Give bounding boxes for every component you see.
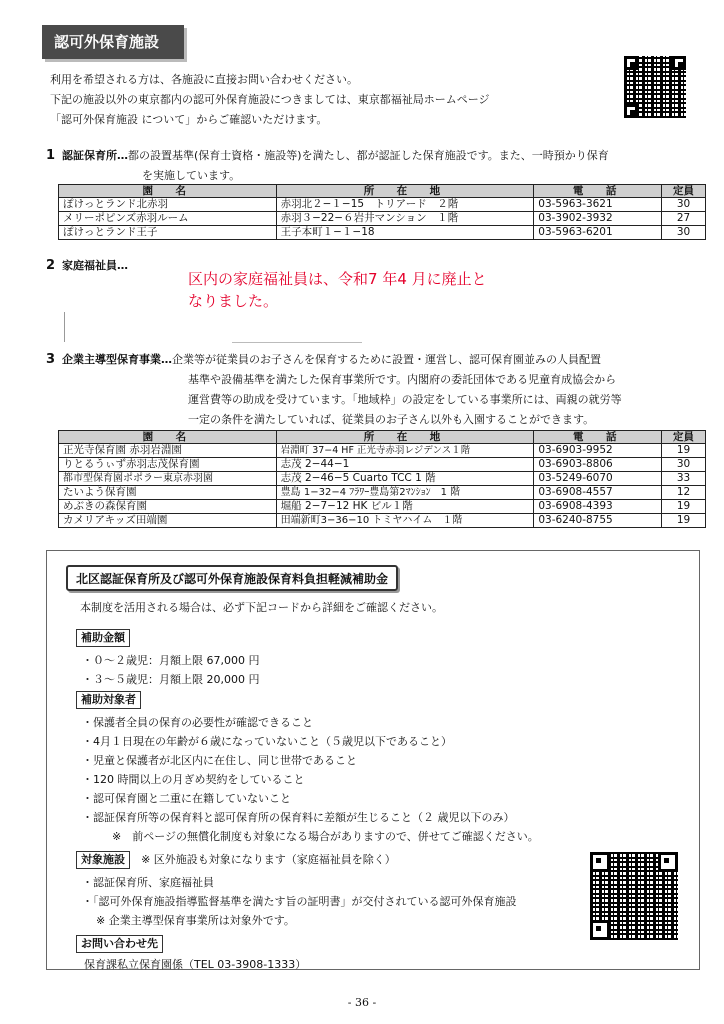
table-row (59, 514, 706, 528)
cell-phone: 03-5249-6070 (534, 472, 662, 486)
target-note: ※ 前ページの無償化制度も対象になる場合がありますので、併せてご確認ください。 (112, 830, 539, 843)
cell-capacity: 19 (662, 444, 706, 458)
target-tag: 補助対象者 (76, 691, 141, 709)
page-number: - 36 - (347, 996, 377, 1009)
section-number: 1 (46, 148, 56, 163)
col-address: 所 在 地 (276, 185, 534, 198)
cell-phone: 03-6908-4393 (534, 500, 662, 514)
section-title: 認証保育所… (62, 149, 128, 162)
cell-phone: 03-6903-8806 (534, 458, 662, 472)
cell-address: 岩淵町 37−4 HF 正光寺赤羽レジデンス１階 (276, 444, 534, 458)
cell-name: ぽけっとランド王子 (59, 226, 277, 240)
cell-address: 赤羽北２−１−15 トリアード ２階 (276, 198, 534, 212)
cell-name: めぶきの森保育園 (59, 500, 277, 514)
cell-name: りとるうぃず赤羽志茂保育園 (59, 458, 277, 472)
table-header-row (59, 431, 706, 444)
cell-name: 正光寺保育園 赤羽岩淵園 (59, 444, 277, 458)
table-row (59, 212, 706, 226)
table-row (59, 226, 706, 240)
table-row (59, 458, 706, 472)
cell-address: 志茂 2−46−5 Cuarto TCC 1 階 (276, 472, 534, 486)
facility-note: ※ 企業主導型保育事業所は対象外です。 (96, 914, 295, 927)
section-desc: 都の設置基準(保育士資格・施設等)を満たし、都が認証した保育施設です。また、一時預かり保育 (128, 149, 609, 162)
col-capacity: 定員 (662, 431, 706, 444)
corporate-nursery-table (58, 430, 706, 528)
cell-address: 王子本町１−１−18 (276, 226, 534, 240)
section-desc: 一定の条件を満たしていれば、従業員のお子さん以外も入園することができます。 (188, 413, 595, 426)
col-capacity: 定員 (662, 185, 706, 198)
cell-name: カメリアキッズ田端園 (59, 514, 277, 528)
section-3 (46, 350, 710, 430)
col-phone: 電 話 (534, 431, 662, 444)
target-line: ・保護者全員の保育の必要性が確認できること (82, 716, 313, 729)
intro-line: 利用を希望される方は、各施設に直接お問い合わせください。 (50, 73, 358, 86)
section-desc: を実施しています。 (142, 169, 241, 182)
col-address: 所 在 地 (276, 431, 534, 444)
cell-name: 都市型保育園ポポラー東京赤羽園 (59, 472, 277, 486)
section-desc: 基準や設備基準を満たした保育事業所です。内閣府の委託団体である児童育成協会から (188, 373, 617, 386)
cell-capacity: 30 (662, 198, 706, 212)
divider (64, 312, 65, 342)
section-number: 2 (46, 258, 56, 273)
cell-name: ぽけっとランド北赤羽 (59, 198, 277, 212)
target-section (76, 688, 539, 846)
cell-name: メリーポピンズ赤羽ルーム (59, 212, 277, 226)
col-name: 園 名 (59, 185, 277, 198)
intro-line: 下記の施設以外の東京都内の認可外保育施設につきましては、東京都福祉局ホームページ (50, 93, 490, 106)
contact-section (76, 932, 306, 974)
amount-line: ・０〜２歳児：月額上限 67,000 円 (82, 654, 260, 667)
subsidy-title: 北区認証保育所及び認可外保育施設保育料負担軽減補助金 (66, 565, 398, 591)
facility-section (76, 848, 517, 930)
divider (232, 342, 362, 343)
target-line: ・120 時間以上の月ぎめ契約をしていること (82, 773, 305, 786)
table-row (59, 444, 706, 458)
cell-capacity: 12 (662, 486, 706, 500)
cell-phone: 03-5963-3621 (534, 198, 662, 212)
certified-nursery-table (58, 184, 706, 240)
facility-note: ※ 区外施設も対象になります（家庭福祉員を除く） (141, 853, 396, 866)
table-row (59, 198, 706, 212)
cell-address: 堀船 2−7−12 HK ビル１階 (276, 500, 534, 514)
cell-capacity: 30 (662, 226, 706, 240)
cell-phone: 03-6908-4557 (534, 486, 662, 500)
target-line: ・認可保育園と二重に在籍していないこと (82, 792, 291, 805)
cell-name: たいよう保育園 (59, 486, 277, 500)
facility-tag: 対象施設 (76, 851, 130, 869)
target-line: ・4月１日現在の年齢が６歳になっていないこと（５歳児以下であること） (82, 735, 452, 748)
cell-phone: 03-6240-8755 (534, 514, 662, 528)
qr-code-top[interactable] (624, 56, 686, 118)
cell-phone: 03-5963-6201 (534, 226, 662, 240)
subsidy-lead: 本制度を活用される場合は、必ず下記コードから詳細をご確認ください。 (80, 601, 443, 614)
cell-phone: 03-3902-3932 (534, 212, 662, 226)
section-header: 認可外保育施設 (42, 25, 184, 59)
table-header-row (59, 185, 706, 198)
target-line: ・認証保育所等の保育料と認可保育所の保育料に差額が生じること（２ 歳児以下のみ） (82, 811, 515, 824)
cell-address: 志茂 2−44−1 (276, 458, 534, 472)
intro-text (50, 70, 490, 130)
facility-line: ・認証保育所、家庭福祉員 (82, 876, 214, 889)
cell-capacity: 30 (662, 458, 706, 472)
table-row (59, 500, 706, 514)
section-title: 企業主導型保育事業… (62, 353, 172, 366)
contact-tag: お問い合わせ先 (76, 935, 163, 953)
facility-line: ・「認可外保育施設指導監督基準を満たす旨の証明書」が交付されている認可外保育施設 (82, 895, 517, 908)
cell-address: 田端新町3−36−10 トミヤハイム １階 (276, 514, 534, 528)
target-line: ・児童と保護者が北区内に在住し、同じ世帯であること (82, 754, 357, 767)
cell-capacity: 33 (662, 472, 706, 486)
contact-line: 保育課私立保育園係（TEL 03-3908-1333） (84, 958, 307, 971)
amount-tag: 補助金額 (76, 629, 130, 647)
notice-line: 区内の家庭福祉員は、令和7 年4 月に廃止と (188, 270, 487, 288)
section-desc: 運営費等の助成を受けています。「地域枠」の設定をしている事業所には、両親の就労等 (188, 393, 622, 406)
section-2 (46, 256, 128, 276)
cell-phone: 03-6903-9952 (534, 444, 662, 458)
section-desc: 企業等が従業員のお子さんを保育するために設置・運営し、認可保育園並みの人員配置 (172, 353, 601, 366)
cell-capacity: 19 (662, 514, 706, 528)
intro-line: 「認可外保育施設 について」からご確認いただけます。 (50, 113, 328, 126)
amount-section (76, 626, 259, 689)
cell-address: 赤羽３−22−６岩井マンション １階 (276, 212, 534, 226)
section-1 (46, 146, 706, 186)
amount-line: ・３〜５歳児：月額上限 20,000 円 (82, 673, 260, 686)
cell-capacity: 27 (662, 212, 706, 226)
col-phone: 電 話 (534, 185, 662, 198)
table-row (59, 486, 706, 500)
notice-line: なりました。 (188, 292, 279, 310)
abolition-notice (188, 268, 487, 312)
section-title: 家庭福祉員… (62, 259, 128, 272)
qr-code-subsidy[interactable] (590, 852, 678, 940)
table-row (59, 472, 706, 486)
cell-address: 豊島 1−32−4 ﾌﾗﾜｰ豊島第2ﾏﾝｼｮﾝ 1 階 (276, 486, 534, 500)
section-number: 3 (46, 352, 56, 367)
cell-capacity: 19 (662, 500, 706, 514)
col-name: 園 名 (59, 431, 277, 444)
